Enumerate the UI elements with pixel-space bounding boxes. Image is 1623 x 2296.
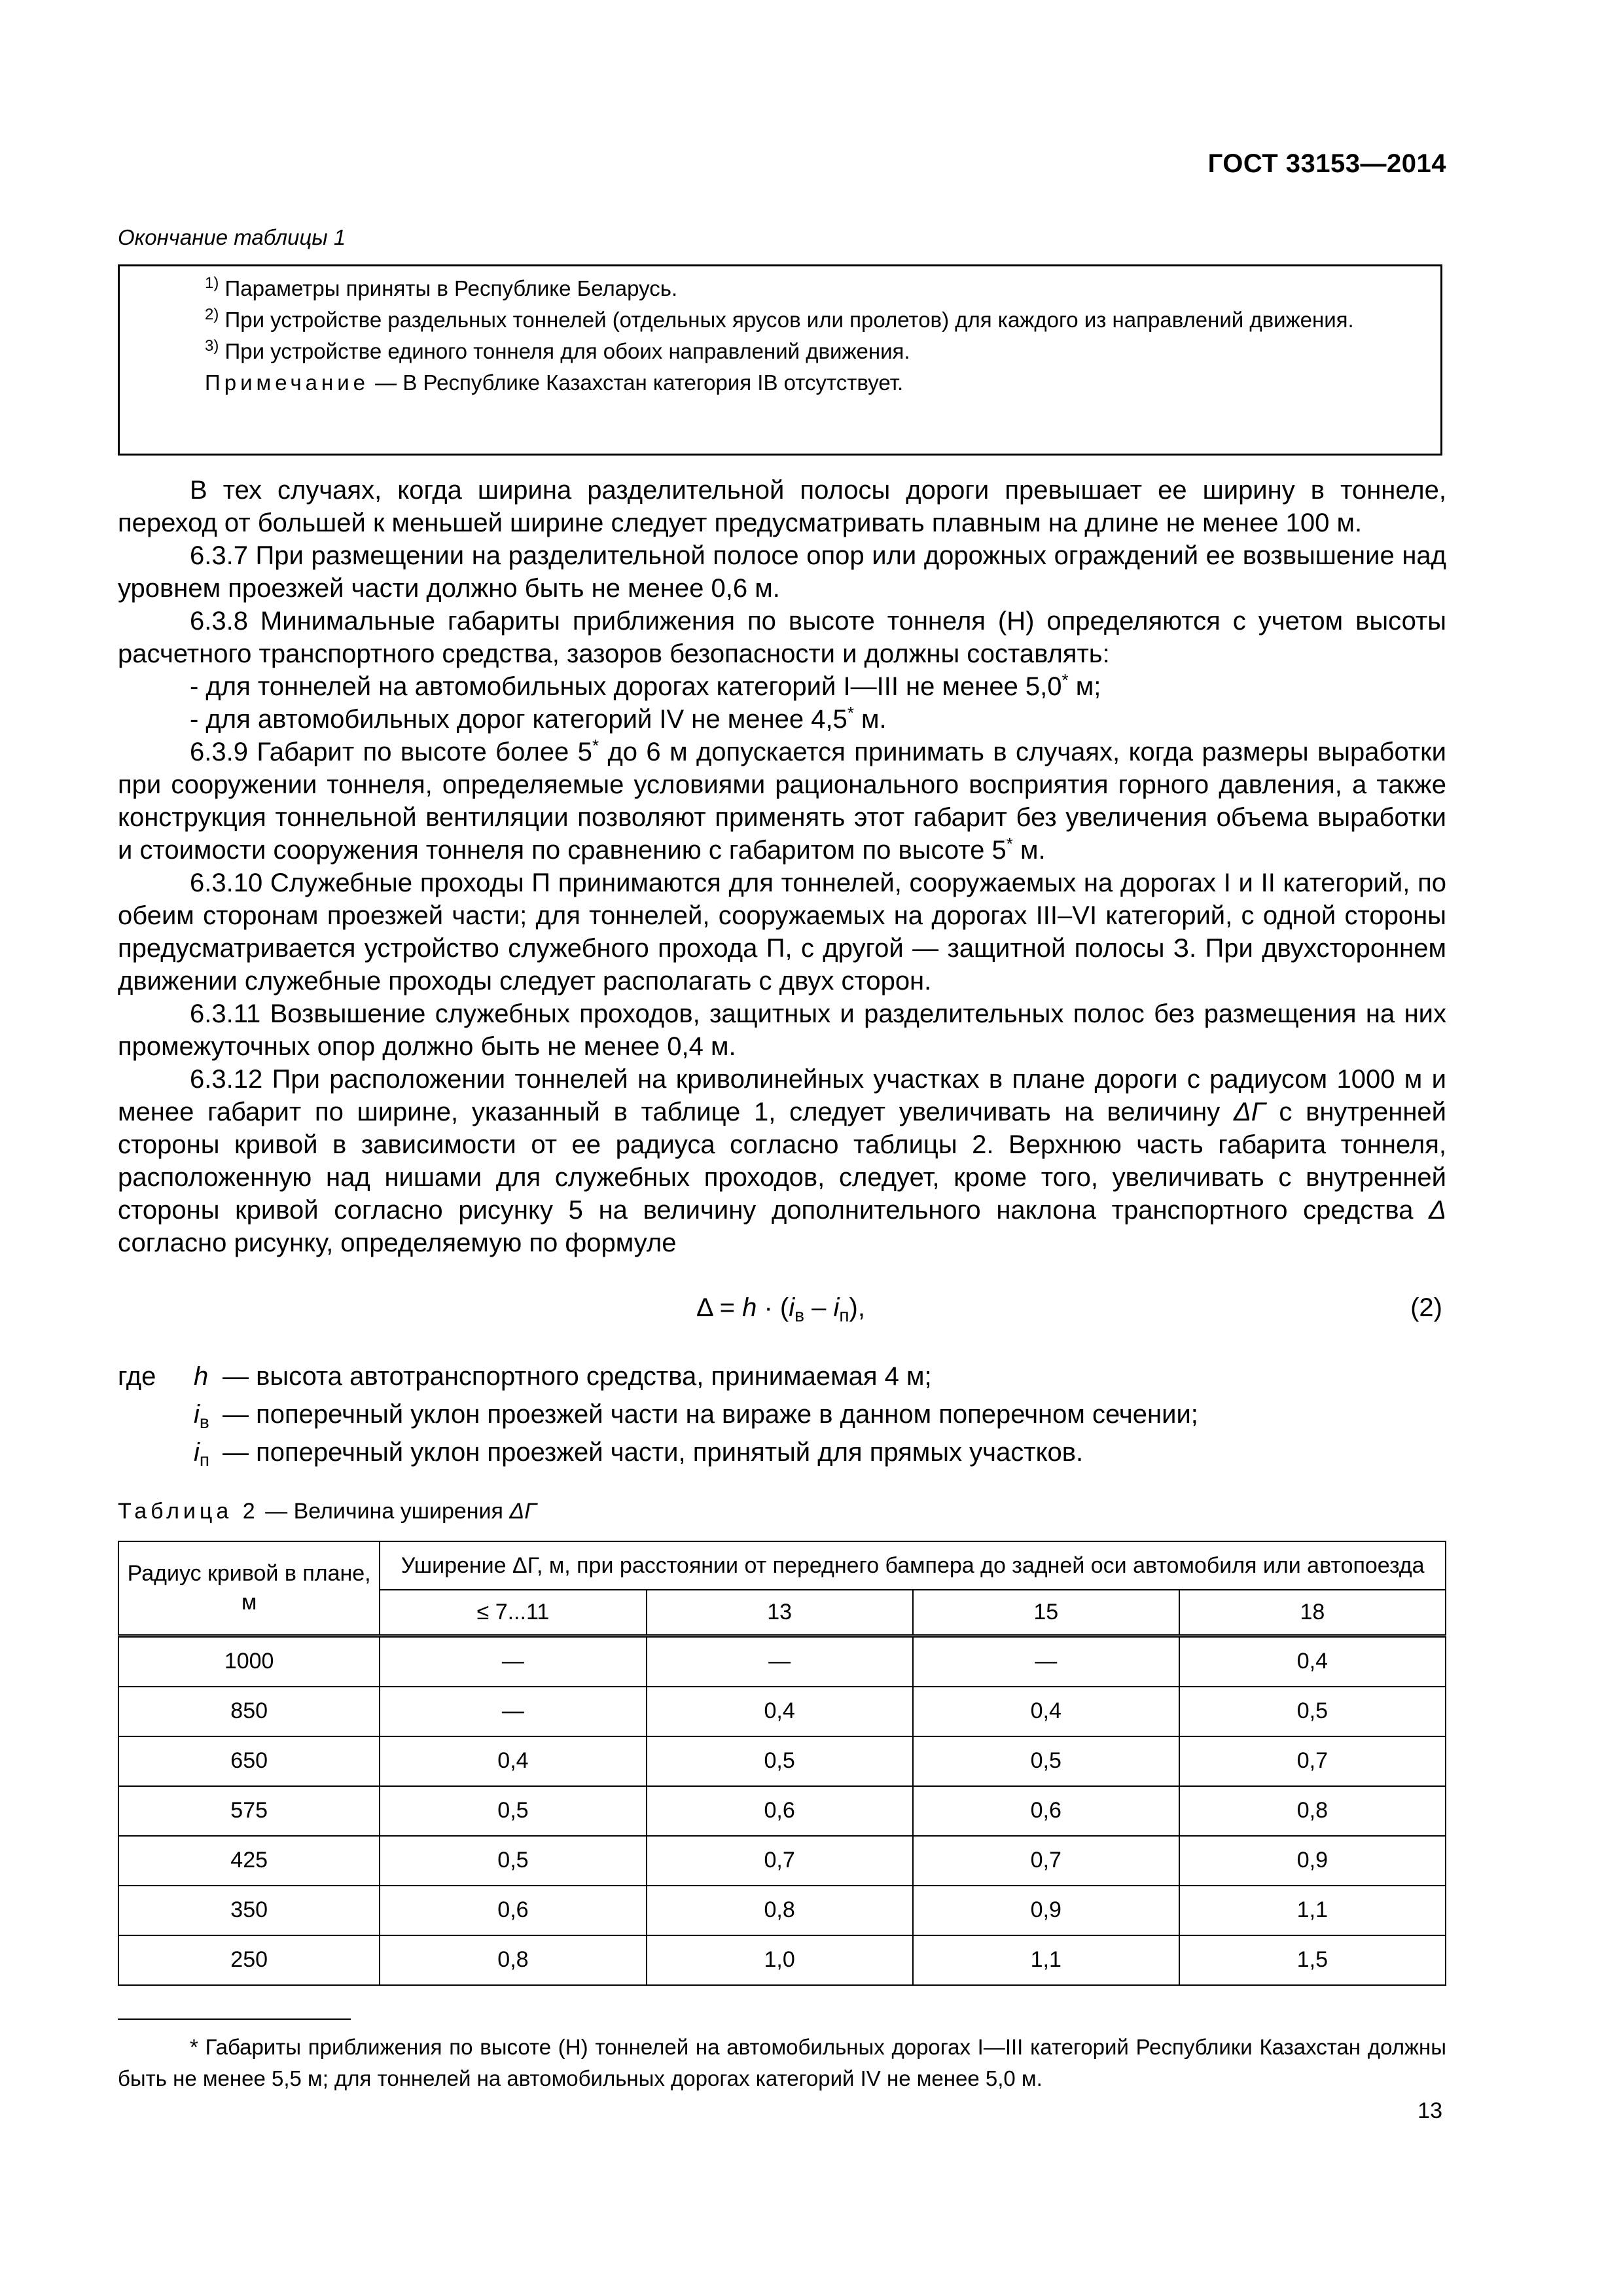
footnote-divider [118, 2018, 351, 2020]
paragraph-6-3-7: 6.3.7 При размещении на разделительной полосе опор или дорожных ограждений ее возвышение над уровнем проезжей части должно быть не менее 0,6 м. [118, 541, 1446, 603]
table-cell: 0,8 [647, 1886, 913, 1935]
footnote-star: * [1061, 670, 1069, 690]
paragraph-6-3-10: 6.3.10 Служебные проходы П принимаются для тоннелей, сооружаемых на дорогах I и II категорий, по обеим сторонам проезжей части; для тоннелей, сооружаемых на дорогах III–VI категорий, с одной стороны предусматривается устройство служебного прохода П, с другой — защитной полосы З. При двухстороннем движении служебные проходы следует располагать с двух сторон. [118, 869, 1446, 996]
table-cell: 0,6 [647, 1786, 913, 1836]
legend-symbol-letter: i [194, 1438, 200, 1467]
legend-row [118, 1395, 1446, 1433]
document-page [118, 0, 1446, 2296]
formula-i: i [833, 1293, 840, 1322]
remark-text: — В Республике Казахстан категория IВ отсутствует. [369, 370, 904, 395]
table-cell: — [913, 1636, 1179, 1687]
table-cell: 0,6 [380, 1886, 646, 1935]
legend-symbol [194, 1357, 208, 1395]
subheader-distance: 18 [1179, 1590, 1446, 1636]
subheader-distance: 13 [647, 1590, 913, 1636]
para-text: до 6 м допускается принимать в случаях, когда размеры выработки при сооружении тоннеля, определяемые условиями рационального восприятия горного давления, а также конструкция тоннельной вентиляции позволяют применять этот габарит без увеличения объема выработки и стоимости сооружения тоннеля по сравнению с габаритом по высоте 5 [118, 738, 1446, 865]
para-text: 6.3.12 При расположении тоннелей на криволинейных участках в плане дороги с радиусом 1000 м и менее габарит по ширине, указанный в таблице 1, следует увеличивать на величину [118, 1065, 1446, 1126]
table-cell: 0,5 [380, 1786, 646, 1836]
page-footnote: * Габариты приближения по высоте (Н) тоннелей на автомобильных дорогах I—III категорий Республики Казахстан должны быть не менее 5,5 м; для тоннелей на автомобильных дорогах категорий IV не менее 5,0 м. [118, 2035, 1446, 2090]
legend-symbol [194, 1395, 209, 1433]
para-text: с внутренней стороны кривой в зависимости от ее радиуса согласно таблицы 2. Верхнюю часть габарита тоннеля, расположенную над нишами для служебных проходов, следует, кроме того, увеличивать с внутренней стороны кривой согласно рисунку 5 на величину дополнительного наклона транспортного средства [118, 1098, 1447, 1225]
formula-dot: · ( [757, 1293, 789, 1322]
table-row [118, 1836, 1446, 1886]
table-cell: 0,7 [913, 1836, 1179, 1886]
table-cell: 1,1 [913, 1935, 1179, 1985]
where-word: где [118, 1362, 156, 1391]
table1-notes-box [118, 264, 1442, 456]
legend-symbol-letter: h [194, 1362, 209, 1391]
formula-number: (2) [1410, 1293, 1442, 1322]
table-cell: 0,4 [1179, 1636, 1446, 1687]
legend-row [118, 1433, 1446, 1471]
paragraph-6-3-11: 6.3.11 Возвышение служебных проходов, защитных и разделительных полос без размещения на них промежуточных опор должно быть не менее 0,4 м. [118, 999, 1446, 1061]
table-cell-radius: 425 [118, 1836, 380, 1886]
note-text: При устройстве раздельных тоннелей (отдельных ярусов или пролетов) для каждого из направлений движения. [219, 308, 1354, 332]
table-cell: 0,5 [647, 1736, 913, 1786]
header-radius: Радиус кривой в плане, м [118, 1541, 380, 1636]
table-row [118, 1687, 1446, 1736]
subheader-distance: 15 [913, 1590, 1179, 1636]
table1-note-2 [133, 304, 1427, 336]
table-cell-radius: 350 [118, 1886, 380, 1935]
para-text: согласно рисунку, определяемую по формуле [118, 1229, 677, 1257]
subheader-distance: ≤ 7...11 [380, 1590, 646, 1636]
note-marker: 1) [205, 274, 219, 292]
table1-note-1 [133, 273, 1427, 304]
formula-sub-v: в [794, 1305, 804, 1325]
table-cell-radius: 1000 [118, 1636, 380, 1687]
para-text: м. [1012, 836, 1046, 865]
table-cell: 0,9 [1179, 1836, 1446, 1886]
table-cell: 0,7 [1179, 1736, 1446, 1786]
legend-description: — высота автотранспортного средства, принимаемая 4 м; [223, 1362, 932, 1391]
symbol-delta-g: ΔГ [1233, 1098, 1266, 1126]
footnote-star: * [592, 736, 599, 755]
formula-lhs: Δ = [696, 1293, 743, 1322]
list-text: - для тоннелей на автомобильных дорогах категорий I—III не менее 5,0 [190, 672, 1062, 701]
page-number: 13 [1418, 2098, 1442, 2123]
remark-label: Примечание [205, 370, 370, 395]
list-item-category-4 [118, 703, 1446, 736]
paragraph-6-3-12 [118, 1063, 1446, 1259]
table-row [118, 1786, 1446, 1836]
table-cell: 0,6 [913, 1786, 1179, 1836]
table-header-row [118, 1541, 1446, 1590]
table-cell: 0,9 [913, 1886, 1179, 1935]
table2-caption [118, 1499, 537, 1524]
para-text: 6.3.9 Габарит по высоте более 5 [190, 738, 592, 766]
legend-description: — поперечный уклон проезжей части на вираже в данном поперечном сечении; [223, 1400, 1198, 1429]
table-row [118, 1886, 1446, 1935]
legend-row [118, 1357, 1446, 1395]
formula-close: ), [849, 1293, 865, 1322]
table-cell: 0,8 [1179, 1786, 1446, 1836]
table-cell: 0,5 [1179, 1687, 1446, 1736]
table-cell-radius: 575 [118, 1786, 380, 1836]
formula-expression [696, 1293, 865, 1323]
note-marker: 2) [205, 306, 219, 323]
table-cell: — [380, 1636, 646, 1687]
table1-ending-caption: Окончание таблицы 1 [118, 225, 346, 249]
formula-minus: – [804, 1293, 834, 1322]
table-row [118, 1935, 1446, 1985]
table-cell: 0,4 [913, 1687, 1179, 1736]
table2-widening [118, 1541, 1446, 1986]
legend-description: — поперечный уклон проезжей части, принятый для прямых участков. [223, 1438, 1084, 1467]
table1-remark [133, 367, 1427, 399]
note-marker: 3) [205, 337, 219, 355]
paragraph-transition: В тех случаях, когда ширина разделительной полосы дороги превышает ее ширину в тоннеле, переход от большей к меньшей ширине следует предусматривать плавным на длине не менее 100 м. [118, 476, 1446, 537]
table-cell: 1,5 [1179, 1935, 1446, 1985]
table-cell: 0,7 [647, 1836, 913, 1886]
list-text-end: м. [853, 705, 887, 734]
table2-caption-text: — Величина уширения [259, 1499, 510, 1524]
table-cell: 0,5 [380, 1836, 646, 1886]
table-cell: — [380, 1687, 646, 1736]
formula-legend [118, 1357, 1446, 1471]
paragraph-6-3-8: 6.3.8 Минимальные габариты приближения по высоте тоннеля (Н) определяются с учетом высоты расчетного транспортного средства, зазоров безопасности и должны составлять: [118, 607, 1446, 668]
table-cell-radius: 850 [118, 1687, 380, 1736]
table-row [118, 1736, 1446, 1786]
table-cell: 1,1 [1179, 1886, 1446, 1935]
note-text: Параметры приняты в Республике Беларусь. [219, 276, 678, 300]
legend-symbol [194, 1433, 209, 1471]
formula-h: h [742, 1293, 757, 1322]
body-text [118, 474, 1446, 1259]
list-item-categories-1-3 [118, 670, 1446, 703]
table-cell: 1,0 [647, 1935, 913, 1985]
table-cell: 0,8 [380, 1935, 646, 1985]
table-cell: 0,5 [913, 1736, 1179, 1786]
table-cell: — [647, 1636, 913, 1687]
note-text: При устройстве единого тоннеля для обоих направлений движения. [219, 339, 910, 363]
document-code: ГОСТ 33153—2014 [1207, 149, 1446, 178]
symbol-delta: Δ [1429, 1196, 1446, 1225]
paragraph-6-3-9 [118, 736, 1446, 867]
legend-symbol-letter: i [194, 1400, 200, 1429]
legend-symbol-sub: п [199, 1450, 210, 1470]
footnote-star: * [847, 703, 854, 723]
formula-sub-p: п [839, 1305, 849, 1325]
table2-caption-label: Таблица 2 [118, 1499, 259, 1524]
table1-note-3 [133, 336, 1427, 367]
table-cell-radius: 650 [118, 1736, 380, 1786]
table2-caption-symbol: ΔГ [509, 1499, 537, 1524]
table-cell: 0,4 [647, 1687, 913, 1736]
table-row [118, 1636, 1446, 1687]
formula-2 [118, 1293, 1446, 1333]
header-widening-group: Уширение ΔГ, м, при расстоянии от переднего бампера до задней оси автомобиля или автопоезда [380, 1541, 1446, 1590]
legend-symbol-sub: в [199, 1412, 209, 1432]
list-text: - для автомобильных дорог категорий IV не менее 4,5 [190, 705, 847, 734]
formula-i: i [789, 1293, 795, 1322]
table-cell: 0,4 [380, 1736, 646, 1786]
table-cell-radius: 250 [118, 1935, 380, 1985]
footnote-star: * [1006, 834, 1013, 853]
list-text-end: м; [1068, 672, 1101, 701]
